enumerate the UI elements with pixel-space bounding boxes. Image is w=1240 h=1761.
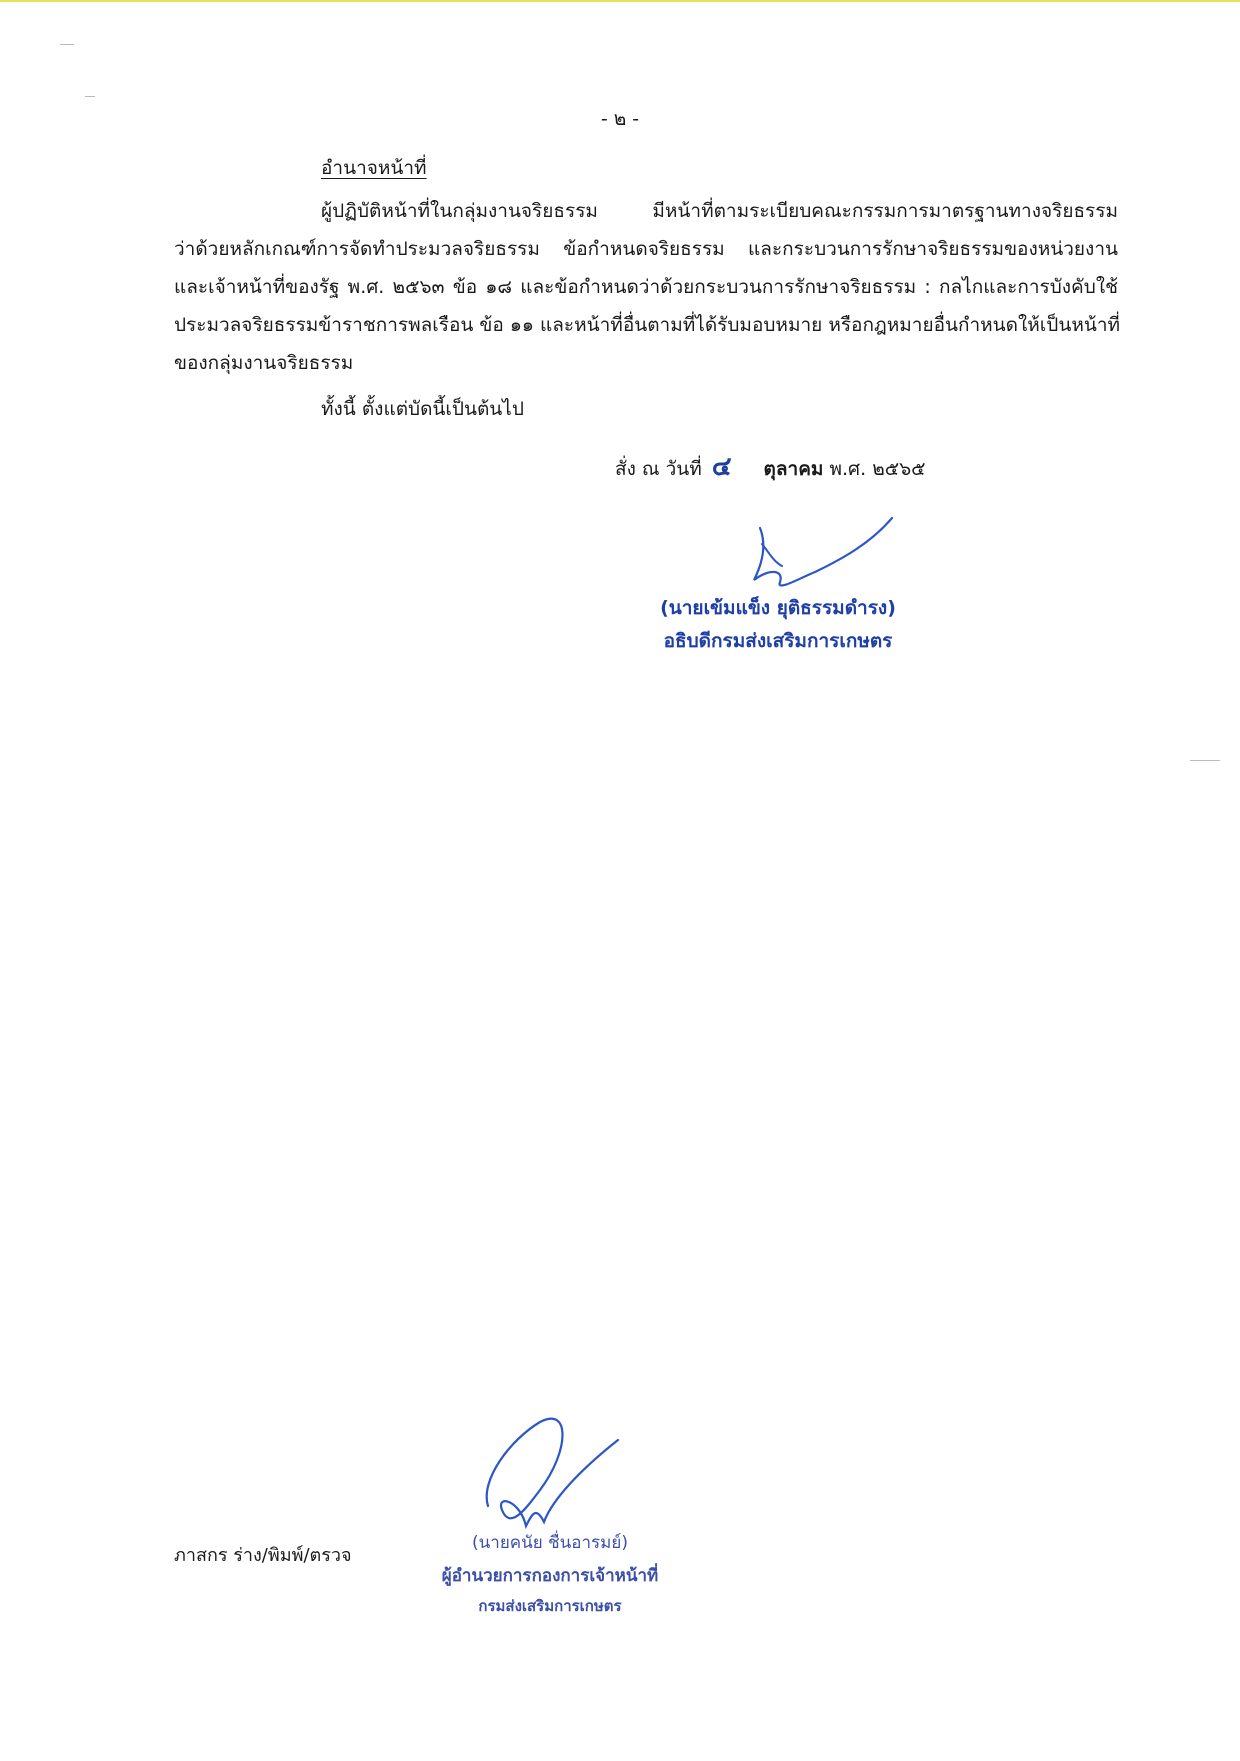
drafter-note: ภาสกร ร่าง/พิมพ์/ตรวจ bbox=[174, 1545, 352, 1566]
date-day: ๔ bbox=[711, 452, 732, 482]
section-heading: อำนาจหน้าที่ bbox=[321, 157, 427, 179]
body-line: ประมวลจริยธรรมข้าราชการพลเรือน ข้อ ๑๑ และหน้าที่อื่นตามที่ได้รับมอบหมาย หรือกฎหมายอื่นกำหนดให้เป็นหน้าที่ bbox=[174, 314, 1121, 336]
date-prefix: สั่ง ณ วันที่ bbox=[615, 458, 702, 480]
closing-statement: ทั้งนี้ ตั้งแต่บัดนี้เป็นต้นไป bbox=[321, 398, 524, 420]
body-line: ว่าด้วยหลักเกณฑ์การจัดทำประมวลจริยธรรม ข้อกำหนดจริยธรรม และกระบวนการรักษาจริยธรรมของหน่วยงาน bbox=[174, 238, 1118, 260]
signatory-title: อธิบดีกรมส่งเสริมการเกษตร bbox=[663, 630, 893, 652]
scan-speck bbox=[85, 96, 95, 97]
order-date bbox=[615, 446, 926, 487]
signatory-name: (นายเข้มแข็ง ยุติธรรมดำรง) bbox=[660, 597, 896, 619]
body-line: และเจ้าหน้าที่ของรัฐ พ.ศ. ๒๕๖๓ ข้อ ๑๘ และข้อกำหนดว่าด้วยกระบวนการรักษาจริยธรรม : กลไกและการบังคับใช้ bbox=[174, 276, 1118, 298]
body-paragraph bbox=[174, 192, 1121, 382]
date-year: พ.ศ. ๒๕๖๕ bbox=[829, 458, 926, 480]
reviewer-title: ผู้อำนวยการกองการเจ้าหน้าที่ bbox=[441, 1566, 659, 1586]
reviewer-department: กรมส่งเสริมการเกษตร bbox=[478, 1597, 622, 1615]
date-month: ตุลาคม bbox=[763, 458, 824, 480]
body-line: ของกลุ่มงานจริยธรรม bbox=[174, 352, 354, 374]
body-line: ผู้ปฏิบัติหน้าที่ในกลุ่มงานจริยธรรม มีหน้าที่ตามระเบียบคณะกรรมการมาตรฐานทางจริยธรรม bbox=[321, 200, 1118, 222]
scan-speck bbox=[60, 44, 74, 45]
director-signature bbox=[740, 508, 900, 598]
reviewer-name: (นายคนัย ชื่นอารมย์) bbox=[472, 1533, 628, 1553]
scan-speck bbox=[1190, 760, 1220, 761]
page-number: - ๒ - bbox=[600, 108, 640, 130]
scan-edge-line bbox=[0, 0, 1240, 2]
